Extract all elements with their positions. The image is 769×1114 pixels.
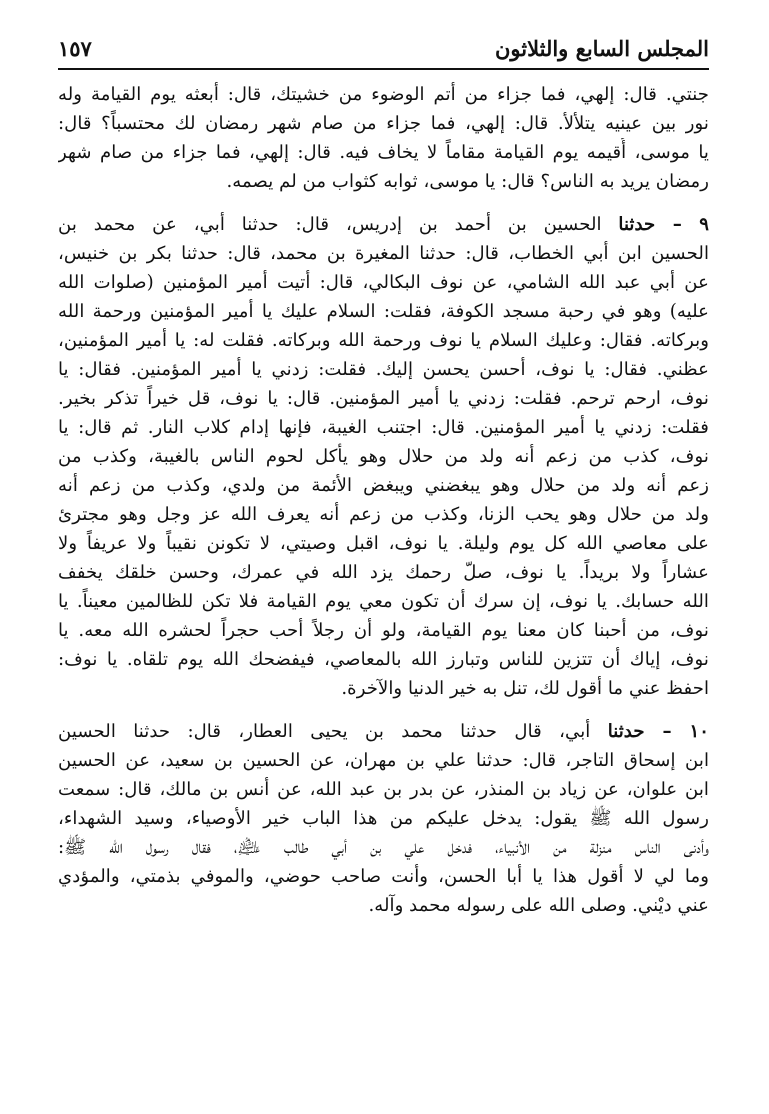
text-line-content: أبي، قال حدثنا محمد بن يحيى العطار، قال: حدثنا الحسين — [58, 721, 608, 742]
text-line: الحسين ابن أبي الخطاب، قال: حدثنا المغيرة بن محمد، قال: حدثنا بكر بن خنيس، — [58, 243, 709, 264]
text-line: وبركاته. فقال: وعليك السلام يا نوف ورحمة الله وبركاته. فقلت له: يا أمير المؤمنين، — [58, 330, 709, 351]
text-line: وأدنى الناس منزلة من الأنبياء، فدخل علي بن أبي طالب ﵇، فقال رسول الله ﷺ: — [58, 837, 709, 858]
hadith-number: ١٠ – حدثنا — [607, 721, 709, 742]
chapter-title: المجلس السابع والثلاثون — [494, 36, 709, 61]
text-line: نوف، من أحبنا كان معنا يوم القيامة، ولو أن رجلاً أحب حجراً لحشره الله معه. يا — [58, 620, 709, 641]
text-line: نور بين عينيه يتلألأ. قال: إلهي، فما جزاء من صام شهر رمضان لك محتسباً؟ قال: — [58, 113, 709, 134]
text-line: نوف، كذب من زعم أنه ولد من حلال وهو يأكل لحوم الناس بالغيبة، وكذب من — [58, 446, 709, 467]
text-line: عن أبي عبد الله الشامي، عن نوف البكالي، قال: أتيت أمير المؤمنين (صلوات الله — [58, 272, 709, 293]
text-line: جنتي. قال: إلهي، فما جزاء من أتم الوضوء من خشيتك، قال: أبعثه يوم القيامة وله — [58, 84, 709, 105]
text-line: فقلت: زدني يا أمير المؤمنين. قال: اجتنب الغيبة، فإنها إدام كلاب النار. ثم قال: يا — [58, 417, 709, 438]
text-line — [58, 210, 709, 239]
text-line: ابن إسحاق التاجر، قال: حدثنا علي بن مهران، عن الحسين بن سعيد، عن الحسين — [58, 750, 709, 771]
text-line-content: الحسين بن أحمد بن إدريس، قال: حدثنا أبي، عن محمد بن — [58, 214, 619, 235]
text-line: على معاصي الله كل يوم وليلة. يا نوف، اقبل وصيتي، لا تكونن نقيباً ولا عريفاً ولا — [58, 533, 709, 554]
text-line: وما لي لا أقول هذا يا أبا الحسن، وأنت صاحب حوضي، والموفي بذمتي، والمؤدي — [58, 866, 709, 887]
hadith-10 — [58, 717, 709, 920]
running-header — [58, 30, 709, 70]
page-number: ١٥٧ — [58, 36, 92, 61]
hadith-number: ٩ – حدثنا — [618, 214, 709, 235]
text-line: ابن علوان، عن زياد بن المنذر، عن بدر بن عبد الله، عن أنس بن مالك، قال: سمعت — [58, 779, 709, 800]
text-line: عظني. فقال: يا نوف، أحسن يحسن إليك. فقلت: زدني يا أمير المؤمنين. فقال: يا — [58, 359, 709, 380]
hadith-9 — [58, 210, 709, 703]
paragraph-1 — [58, 80, 709, 196]
body-text — [58, 80, 709, 920]
text-line: زعم أنه ولد من حلال وهو يبغضني ويبغض الأئمة من ولدي، وكذب من زعم أنه — [58, 475, 709, 496]
text-line: عني ديْني. وصلى الله على رسوله محمد وآله. — [368, 895, 709, 916]
text-line: ولد من حلال وهو يحب الزنا، وكذب من زعم أنه يعرف الله عز وجل وهو مجترئ — [58, 504, 709, 525]
text-line: الله حسابك. يا نوف، إن سرك أن تكون معي يوم القيامة فلا تكن للظالمين معيناً. يا — [58, 591, 709, 612]
text-line: احفظ عني ما أقول لك، تنل به خير الدنيا والآخرة. — [341, 678, 709, 699]
text-line: رسول الله ﷺ يقول: يدخل عليكم من هذا الباب خير الأوصياء، وسيد الشهداء، — [58, 808, 709, 829]
text-line: عشاراً ولا بريداً. يا نوف، صلّ رحمك يزد الله في عمرك، وحسن خلقك يخفف — [58, 562, 709, 583]
text-line — [58, 717, 709, 746]
text-line: نوف، إياك أن تتزين للناس وتبارز الله بالمعاصي، فيفضحك الله يوم تلقاه. يا نوف: — [58, 649, 709, 670]
text-line: رمضان يريد به الناس؟ قال: يا موسى، ثوابه كثواب من لم يصمه. — [226, 171, 709, 192]
text-line: عليه) وهو في رحبة مسجد الكوفة، فقلت: السلام عليك يا أمير المؤمنين ورحمة الله — [58, 301, 709, 322]
text-line: نوف، ارحم ترحم. فقلت: زدني يا أمير المؤمنين. قال: يا نوف، قل خيراً تذكر بخير. — [58, 388, 709, 409]
text-line: يا موسى، أُقيمه يوم القيامة مقاماً لا يخاف فيه. قال: إلهي، فما جزاء من صام شهر — [58, 142, 709, 163]
